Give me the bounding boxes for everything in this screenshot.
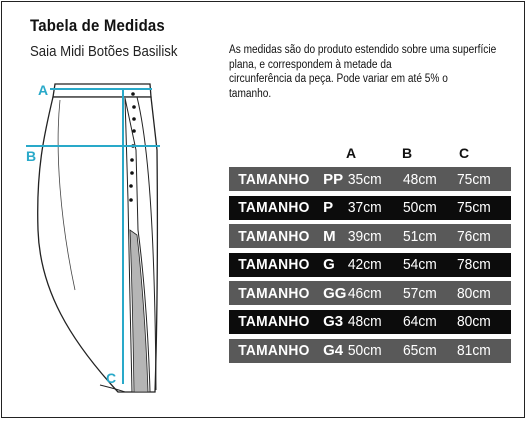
measure-b: 48cm bbox=[402, 170, 437, 188]
row-size: PP bbox=[323, 170, 344, 188]
measure-c: 78cm bbox=[456, 256, 491, 274]
size-row-pp bbox=[229, 167, 511, 191]
measure-c: 75cm bbox=[456, 199, 491, 217]
measure-a: 39cm bbox=[348, 227, 383, 245]
measure-b: 50cm bbox=[402, 199, 437, 217]
measure-a: 37cm bbox=[348, 199, 383, 217]
row-label: TAMANHO bbox=[238, 342, 310, 360]
note-line: tamanho. bbox=[229, 87, 272, 100]
measure-c: 76cm bbox=[456, 227, 491, 245]
note-line: circunferência da peça. Pode variar em até 5% o bbox=[229, 73, 448, 85]
row-size: G bbox=[323, 256, 335, 274]
measure-c: 75cm bbox=[456, 170, 491, 188]
measure-a: 50cm bbox=[348, 342, 383, 360]
measure-a: 42cm bbox=[348, 256, 383, 274]
column-header-b: B bbox=[402, 145, 413, 161]
column-header-a: A bbox=[346, 145, 357, 161]
size-table bbox=[229, 167, 511, 367]
row-label: TAMANHO bbox=[238, 313, 310, 331]
row-label: TAMANHO bbox=[238, 256, 310, 274]
measure-b: 64cm bbox=[402, 313, 437, 331]
size-row-g4 bbox=[229, 339, 511, 363]
row-label: TAMANHO bbox=[238, 284, 310, 302]
measure-c: 81cm bbox=[456, 342, 491, 360]
label-c: C bbox=[106, 370, 117, 386]
row-label: TAMANHO bbox=[238, 199, 310, 217]
note-line: plana, e correspondem à metade da bbox=[229, 58, 392, 71]
column-header-c: C bbox=[459, 145, 470, 161]
measure-c: 80cm bbox=[456, 284, 491, 302]
size-row-g bbox=[229, 253, 511, 277]
measure-b: 65cm bbox=[402, 342, 437, 360]
size-row-gg bbox=[229, 281, 511, 305]
measure-a: 35cm bbox=[348, 170, 383, 188]
label-a: A bbox=[38, 82, 49, 98]
product-name: Saia Midi Botões Basilisk bbox=[30, 43, 178, 60]
row-size: GG bbox=[323, 284, 347, 302]
size-row-p bbox=[229, 196, 511, 220]
measure-a: 46cm bbox=[348, 284, 383, 302]
measure-c: 80cm bbox=[456, 313, 491, 331]
measure-a: 48cm bbox=[348, 313, 383, 331]
measure-b: 54cm bbox=[402, 256, 437, 274]
row-size: G4 bbox=[323, 342, 344, 360]
size-row-m bbox=[229, 224, 511, 248]
row-label: TAMANHO bbox=[238, 170, 310, 188]
note-line: As medidas são do produto estendido sobre uma superfície bbox=[229, 44, 497, 56]
row-size: P bbox=[323, 199, 334, 217]
label-b: B bbox=[26, 148, 37, 164]
measure-b: 57cm bbox=[402, 284, 437, 302]
row-label: TAMANHO bbox=[238, 227, 310, 245]
page-title: Tabela de Medidas bbox=[30, 16, 165, 35]
row-size: G3 bbox=[323, 313, 344, 331]
measure-b: 51cm bbox=[402, 227, 437, 245]
row-size: M bbox=[323, 227, 336, 245]
size-row-g3 bbox=[229, 310, 511, 334]
